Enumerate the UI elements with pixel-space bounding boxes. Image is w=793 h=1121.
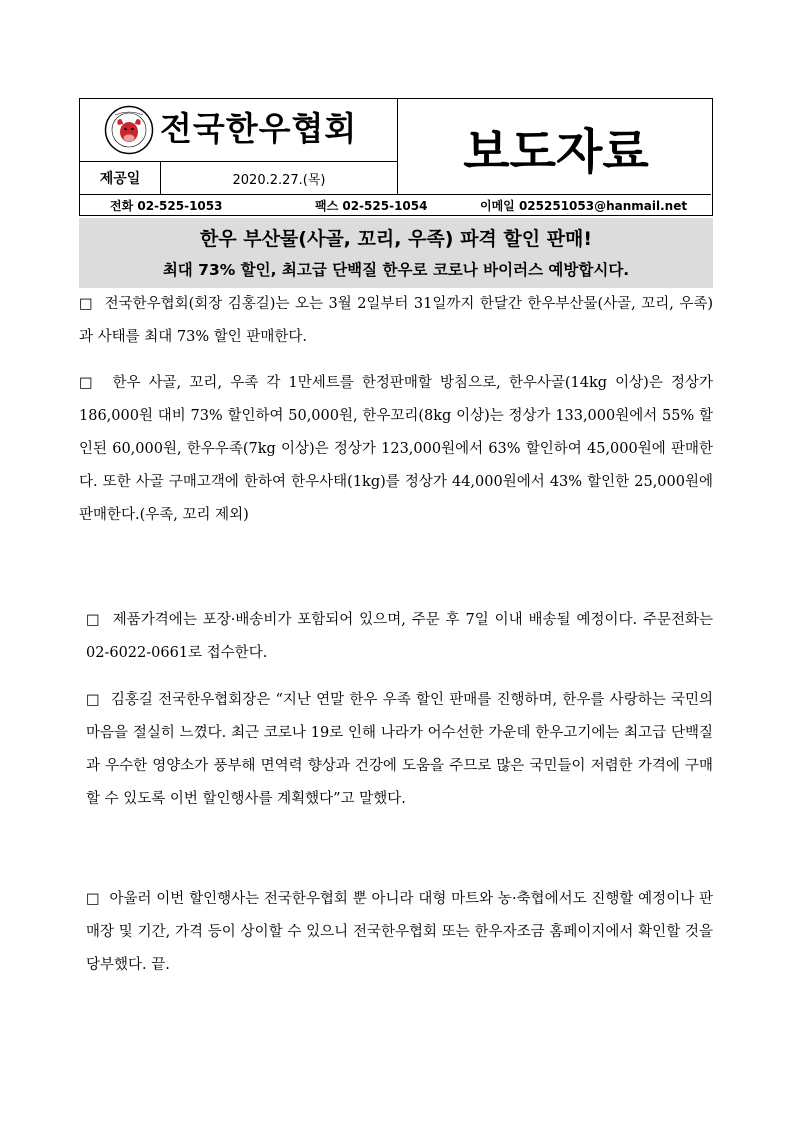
- paragraph-text: 한우 사골, 꼬리, 우족 각 1만세트를 한정판매할 방침으로, 한우사골(14kg 이상)은 정상가 186,000원 대비 73% 할인하여 50,000원, 한우꼬리(8kg 이상)는 정상가 133,000원에서 55% 할인된 60,000원, 한우우족(7kg 이상)은 정상가 123,000원에서 63% 할인하여 45,000원에 판매한다. 또한 사골 구매고객에 한하여 한우사태(1kg)를 정상가 44,000원에서 43% 할인한 25,000원에 판매한다.(우족, 꼬리 제외): [79, 375, 714, 523]
- bullet-checkbox-icon: □: [86, 612, 101, 628]
- contact-row: [80, 195, 711, 215]
- header-table: [79, 98, 713, 216]
- paragraph-text: 전국한우협회(회장 김홍길)는 오는 3월 2일부터 31일까지 한달간 한우부산물(사골, 꼬리, 우족)과 사태를 최대 73% 할인 판매한다.: [79, 296, 713, 345]
- paragraph-3: [86, 604, 713, 670]
- paragraph-1: [79, 288, 713, 354]
- bullet-checkbox-icon: □: [86, 891, 100, 907]
- provider-label: 제공일: [99, 171, 141, 187]
- paragraph-text: 제품가격에는 포장·배송비가 포함되어 있으며, 주문 후 7일 이내 배송될 예정이다. 주문전화는 02-6022-0661로 접수한다.: [86, 612, 714, 661]
- paragraph-5: [86, 883, 713, 982]
- bullet-checkbox-icon: □: [79, 296, 94, 312]
- org-name: 전국한우협회: [160, 109, 358, 148]
- subheadline: 최대 73% 할인, 최고급 단백질 한우로 코로나 바이러스 예방합시다.: [162, 261, 630, 279]
- fax-number: 팩스 02-525-1054: [315, 199, 428, 213]
- bullet-checkbox-icon: □: [86, 692, 101, 708]
- press-release-title: 보도자료: [463, 123, 649, 180]
- headline: 한우 부산물(사골, 꼬리, 우족) 파격 할인 판매!: [199, 228, 593, 250]
- bullet-checkbox-icon: □: [79, 375, 97, 391]
- paragraph-text: 김홍길 전국한우협회장은 “지난 연말 한우 우족 할인 판매를 진행하며, 한우를 사랑하는 국민의 마음을 절실히 느꼈다. 최근 코로나 19로 인해 나라가 어수선한 가운데 한우고기에는 최고급 단백질과 우수한 영양소가 풍부해 면역력 향상과 건강에 도움을 주므로 많은 국민들이 저렴한 가격에 구매할 수 있도록 이번 할인행사를 계획했다”고 말했다.: [86, 692, 713, 807]
- paragraph-2: [79, 367, 713, 532]
- email-address: 이메일 025251053@hanmail.net: [480, 199, 688, 213]
- paragraph-4: [86, 684, 713, 816]
- paragraph-text: 아울러 이번 할인행사는 전국한우협회 뿐 아니라 대형 마트와 농·축협에서도 진행할 예정이나 판매장 및 기간, 가격 등이 상이할 수 있으니 전국한우협회 또는 한우자조금 홈페이지에서 확인할 것을 당부했다. 끝.: [86, 891, 713, 973]
- release-date: 2020.2.27.(목): [232, 172, 326, 188]
- cow-head-logo-icon: [104, 105, 154, 155]
- phone-number: 전화 02-525-1053: [110, 199, 223, 213]
- headline-box: [79, 218, 713, 288]
